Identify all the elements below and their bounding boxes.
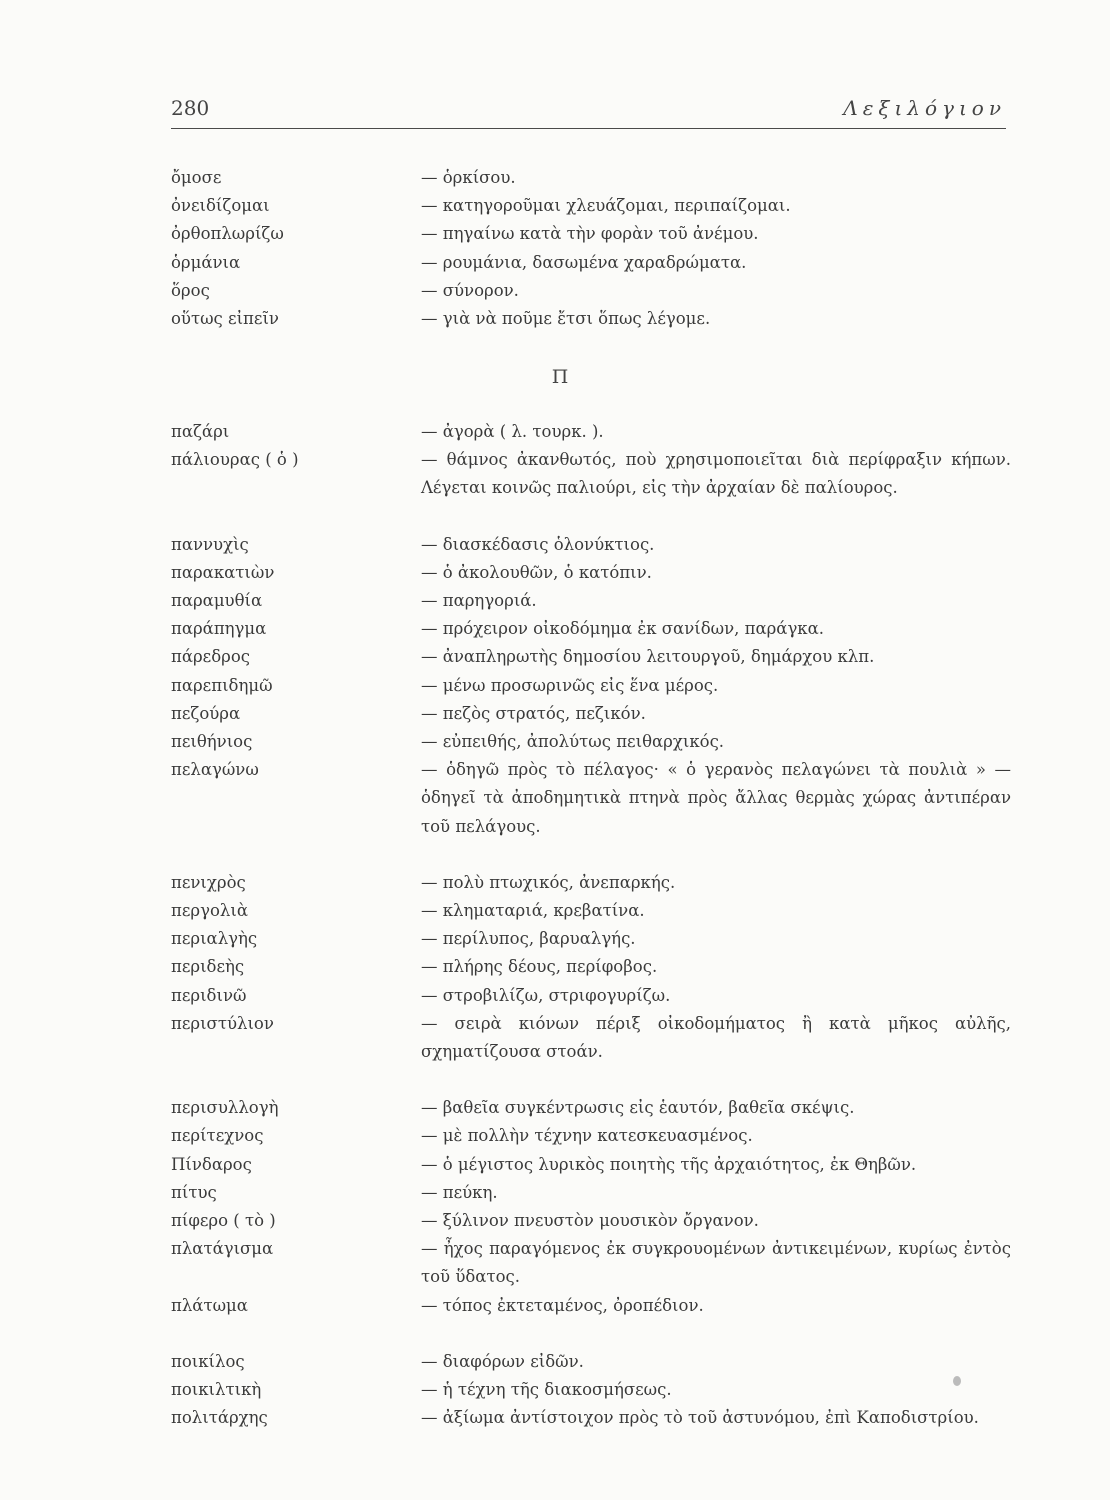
glossary-entry xyxy=(171,953,1011,981)
section-letter: Π xyxy=(551,366,569,388)
entry-term: περιδινῶ xyxy=(171,985,247,1005)
entry-term: ποικιλτικὴ xyxy=(171,1380,262,1400)
glossary-entry xyxy=(171,1094,1011,1122)
glossary-entry xyxy=(171,305,1011,333)
entry-definition: — ὁρκίσου. xyxy=(421,168,516,187)
glossary-entry xyxy=(171,700,1011,728)
entry-term: ὄμοσε xyxy=(171,168,222,187)
entry-definition: — μὲ πολλὴν τέχνην κατεσκευασμένος. xyxy=(421,1126,753,1146)
entry-definition: — πηγαίνω κατὰ τὴν φορὰν τοῦ ἀνέμου. xyxy=(421,224,759,244)
entry-term: περιδεὴς xyxy=(171,957,245,977)
entry-term: περγολιὰ xyxy=(171,901,248,921)
entry-term: ὀνειδίζομαι xyxy=(171,196,270,216)
glossary-entry xyxy=(171,164,1011,192)
entry-definition: — ἀναπληρωτὴς δημοσίου λειτουργοῦ, δημάρχου κλπ. xyxy=(421,647,875,667)
glossary-entry xyxy=(171,1348,1011,1376)
entry-definition: — πεζὸς στρατός, πεζικόν. xyxy=(421,703,646,723)
entry-term: παραμυθία xyxy=(171,591,263,611)
entry-term: πάρεδρος xyxy=(171,647,251,667)
glossary-entry xyxy=(171,672,1011,700)
entry-definition: — πλήρης δέους, περίφοβος. xyxy=(421,957,658,977)
glossary-entry xyxy=(171,277,1011,305)
glossary-entry xyxy=(171,728,1011,756)
page-header xyxy=(171,96,1006,129)
glossary-entry xyxy=(171,1235,1011,1291)
entry-term: πλατάγισμα xyxy=(171,1239,274,1259)
entry-definition: — ξύλινον πνευστὸν μουσικὸν ὄργανον. xyxy=(421,1211,759,1231)
glossary-entry xyxy=(171,418,1011,446)
entry-term: περιαλγὴς xyxy=(171,929,258,949)
glossary-entry xyxy=(171,869,1011,897)
entry-definition: — παρηγοριά. xyxy=(421,591,537,611)
glossary-entries-omicron xyxy=(171,164,1011,333)
entry-definition: — βαθεῖα συγκέντρωσις εἰς ἑαυτόν, βαθεῖα σκέψις. xyxy=(421,1098,855,1118)
entry-term: πολιτάρχης xyxy=(171,1408,268,1428)
glossary-entry xyxy=(171,1122,1011,1150)
glossary-entry xyxy=(171,1010,1011,1066)
entry-term: ὅρος xyxy=(171,280,210,300)
entry-term: πίτυς xyxy=(171,1182,217,1202)
entry-definition: — ἀγορὰ ( λ. τουρκ. ). xyxy=(421,422,604,441)
glossary-entry xyxy=(171,897,1011,925)
entry-term: πάλιουρας ( ὁ ) xyxy=(171,450,299,470)
entry-definition: — ὁδηγῶ πρὸς τὸ πέλαγος· « ὁ γερανὸς πελαγώνει τὰ πουλιὰ » — ὁδηγεῖ τὰ ἀποδημητικὰ πτηνὰ πρὸς ἄλλας θερμὰς χώρας ἀντιπέραν τοῦ πελάγους. xyxy=(421,760,1011,836)
glossary-entry xyxy=(171,220,1011,248)
ink-speck xyxy=(953,1376,961,1386)
entry-definition: — πρόχειρον οἰκοδόμημα ἐκ σανίδων, παράγκα. xyxy=(421,619,825,639)
entry-term: πενιχρὸς xyxy=(171,872,246,892)
entry-definition: — κατηγοροῦμαι χλευάζομαι, περιπαίζομαι. xyxy=(421,196,791,216)
glossary-entry xyxy=(171,982,1011,1010)
entry-term: παράπηγμα xyxy=(171,619,267,639)
entry-term: παννυχὶς xyxy=(171,534,249,554)
glossary-entry xyxy=(171,1376,1011,1404)
entry-definition: — γιὰ νὰ ποῦμε ἔτσι ὅπως λέγομε. xyxy=(421,309,711,329)
entry-term: πειθήνιος xyxy=(171,732,253,752)
glossary-entry xyxy=(171,559,1011,587)
entry-definition: — ρουμάνια, δασωμένα χαραδρώματα. xyxy=(421,252,747,272)
entry-term: ὀρθοπλωρίζω xyxy=(171,224,284,244)
entry-definition: — ὁ ἀκολουθῶν, ὁ κατόπιν. xyxy=(421,562,652,582)
entry-term: περίτεχνος xyxy=(171,1126,264,1146)
glossary-entry xyxy=(171,531,1011,559)
glossary-entry xyxy=(171,587,1011,615)
glossary-entry xyxy=(171,925,1011,953)
glossary-entry xyxy=(171,249,1011,277)
entry-term: οὕτως εἰπεῖν xyxy=(171,309,279,329)
glossary-entry xyxy=(171,1207,1011,1235)
entry-definition: — πολὺ πτωχικός, ἀνεπαρκής. xyxy=(421,872,676,892)
entry-definition: — τόπος ἐκτεταμένος, ὀροπέδιον. xyxy=(421,1295,704,1315)
glossary-entry xyxy=(171,1179,1011,1207)
entry-definition: — σύνορον. xyxy=(421,280,519,300)
entry-term: Πίνδαρος xyxy=(171,1154,252,1174)
entry-definition: — ἦχος παραγόμενος ἐκ συγκρουομένων ἀντικειμένων, κυρίως ἐντὸς τοῦ ὕδατος. xyxy=(421,1239,1011,1287)
glossary-entry xyxy=(171,1292,1011,1320)
entry-definition: — διαφόρων εἰδῶν. xyxy=(421,1351,584,1371)
entry-term: περιστύλιον xyxy=(171,1013,274,1033)
entry-term: ποικίλος xyxy=(171,1351,245,1371)
entry-term: περισυλλογὴ xyxy=(171,1098,279,1118)
entry-term: πίφερο ( τὸ ) xyxy=(171,1211,276,1231)
entry-term: πεζούρα xyxy=(171,703,241,723)
entry-definition: — μένω προσωρινῶς εἰς ἕνα μέρος. xyxy=(421,675,719,695)
glossary-entry xyxy=(171,643,1011,671)
entry-definition: — κληματαριά, κρεβατίνα. xyxy=(421,901,645,921)
entry-definition: — θάμνος ἀκανθωτός, ποὺ χρησιμοποιεῖται διὰ περίφραξιν κήπων. Λέγεται κοινῶς παλιούρι, εἰς τὴν ἀρχαίαν δὲ παλίουρος. xyxy=(421,450,1011,498)
running-head: Λεξιλόγιον xyxy=(843,96,1006,120)
entry-term: παρακατιὼν xyxy=(171,562,275,582)
entry-definition: — ὁ μέγιστος λυρικὸς ποιητὴς τῆς ἀρχαιότητος, ἐκ Θηβῶν. xyxy=(421,1154,917,1174)
glossary-entry xyxy=(171,1151,1011,1179)
entry-definition: — διασκέδασις ὁλονύκτιος. xyxy=(421,534,655,554)
entry-definition: — στροβιλίζω, στριφογυρίζω. xyxy=(421,985,671,1005)
entry-definition: — ἡ τέχνη τῆς διακοσμήσεως. xyxy=(421,1380,672,1400)
glossary-entry xyxy=(171,756,1011,841)
entry-term: πελαγώνω xyxy=(171,760,259,780)
glossary-entry xyxy=(171,1404,1011,1432)
glossary-entry xyxy=(171,615,1011,643)
entry-term: παρεπιδημῶ xyxy=(171,675,273,695)
entry-definition: — ἀξίωμα ἀντίστοιχον πρὸς τὸ τοῦ ἀστυνόμου, ἐπὶ Καποδιστρίου. xyxy=(421,1408,979,1428)
entry-term: παζάρι xyxy=(171,422,230,441)
glossary-entry xyxy=(171,446,1011,502)
glossary-entries-pi xyxy=(171,418,1011,1433)
entry-definition: — πεύκη. xyxy=(421,1182,498,1202)
page-number: 280 xyxy=(171,96,210,120)
entry-definition: — εὐπειθής, ἀπολύτως πειθαρχικός. xyxy=(421,732,725,752)
entry-term: πλάτωμα xyxy=(171,1295,248,1315)
glossary-entry xyxy=(171,192,1011,220)
entry-definition: — σειρὰ κιόνων πέριξ οἰκοδομήματος ἢ κατὰ μῆκος αὐλῆς, σχηματίζουσα στοάν. xyxy=(421,1013,1011,1062)
entry-definition: — περίλυπος, βαρυαλγής. xyxy=(421,929,636,949)
entry-term: ὁρμάνια xyxy=(171,252,241,272)
